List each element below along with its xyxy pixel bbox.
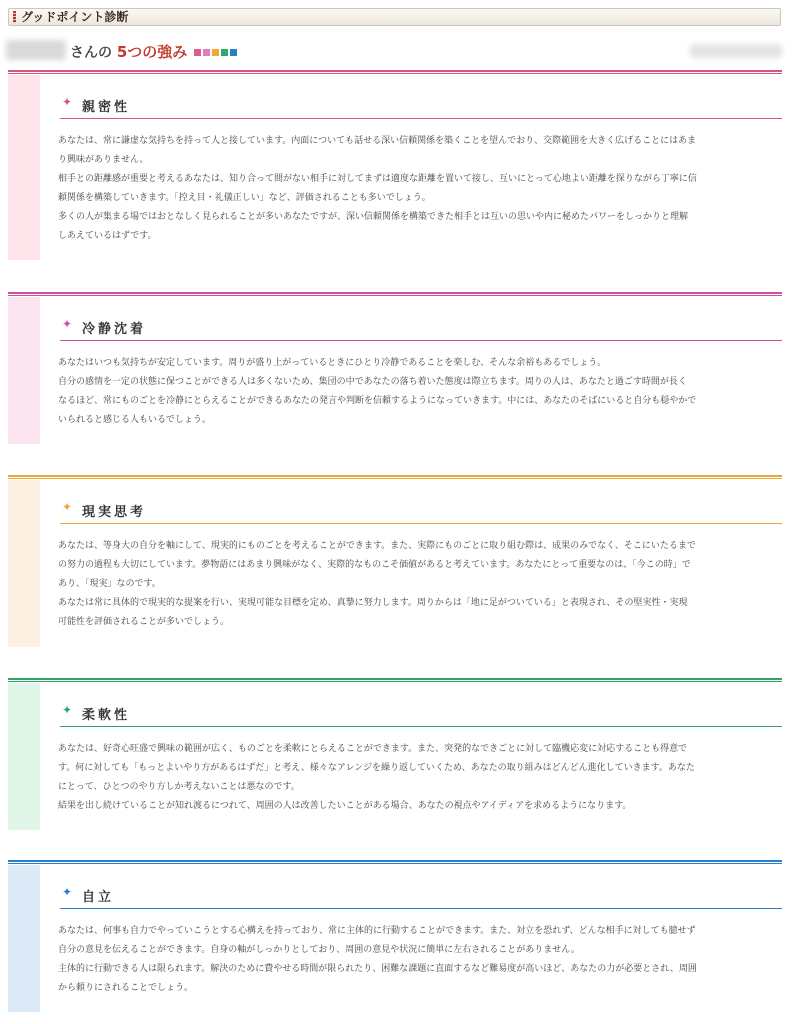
info-redacted — [690, 44, 782, 58]
section-color-strip — [8, 480, 40, 647]
color-square-5 — [230, 49, 237, 56]
section-heading — [60, 317, 782, 341]
section-divider — [8, 860, 782, 864]
section-paragraph-line: あなたは常に具体的で現実的な提案を行い、実現可能な目標を定め、真摯に努力します。周りからは「地に足がついている」と表現され、その堅実性・実現 — [58, 598, 688, 608]
section-heading — [60, 500, 782, 524]
section-heading — [60, 703, 782, 727]
section-paragraph-line: あなたはいつも気持ちが安定しています。周りが盛り上がっているときにひとり冷静であることを楽しむ、そんな余裕もあるでしょう。 — [58, 358, 607, 368]
user-name-redacted — [6, 40, 66, 60]
section-paragraph-line: なるほど、常にものごとを冷静にとらえることができるあなたの発言や判断を信頼するようになっていきます。中には、あなたのそばにいると自分も穏やかで — [58, 396, 697, 406]
strength-section — [8, 475, 782, 647]
section-paragraph-line: 多くの人が集まる場ではおとなしく見られることが多いあなたですが、深い信頼関係を構築できた相手とは互いの思いや内に秘めたパワーをしっかりと理解 — [58, 212, 689, 222]
section-paragraph-line: あなたは、好奇心旺盛で興味の範囲が広く、ものごとを柔軟にとらえることができます。また、突発的なできごとに対して臨機応変に対応することも得意で — [58, 744, 688, 754]
section-paragraph-line: いられると感じる人もいるでしょう。 — [58, 415, 211, 425]
section-divider — [8, 678, 782, 682]
section-paragraph-line: 結果を出し続けていることが知れ渡るにつれて、周囲の人は改善したいことがある場合、あなたの視点やアイディアを求めるようになります。 — [58, 801, 632, 811]
section-divider — [8, 70, 782, 74]
section-paragraph-line: 頼関係を構築していきます。「控え目・礼儀正しい」など、評価されることも多いでしょう。 — [58, 193, 431, 203]
section-body — [58, 537, 758, 632]
section-paragraph-line: あなたは、等身大の自分を軸にして、現実的にものごとを考えることができます。また、実際にものごとに取り組む際は、成果のみでなく、そこにいたるまで — [58, 541, 696, 551]
section-title: 現実思考 — [82, 505, 147, 520]
section-divider — [8, 475, 782, 479]
sparkle-icon: ✦ — [62, 885, 73, 899]
section-heading — [60, 885, 782, 909]
section-body — [58, 922, 758, 998]
section-color-strip — [8, 865, 40, 1012]
title-accent: 5つの強み — [116, 43, 188, 61]
color-square-4 — [221, 49, 228, 56]
sparkle-icon: ✦ — [62, 703, 73, 717]
title-suffix: さんの — [70, 45, 112, 61]
section-body — [58, 354, 758, 430]
color-square-3 — [212, 49, 219, 56]
header-mark-icon — [13, 11, 16, 23]
section-paragraph-line: あなたは、常に謙虚な気持ちを持って人と接しています。内面についても話せる深い信頼関係を築くことを望んでおり、交際範囲を大きく広げることにはあま — [58, 136, 697, 146]
section-body — [58, 132, 758, 246]
section-color-strip — [8, 75, 40, 260]
sparkle-icon: ✦ — [62, 95, 73, 109]
strength-section — [8, 860, 782, 1012]
section-color-strip — [8, 683, 40, 830]
section-paragraph-line: り興味がありません。 — [58, 155, 149, 165]
strength-section — [8, 678, 782, 830]
header-bar — [8, 8, 781, 26]
section-heading — [60, 95, 782, 119]
section-color-strip — [8, 297, 40, 444]
color-square-2 — [203, 49, 210, 56]
sparkle-icon: ✦ — [62, 317, 73, 331]
section-paragraph-line: あり、「現実」なのです。 — [58, 579, 161, 589]
section-paragraph-line: 主体的に行動できる人は限られます。解決のために費やせる時間が限られたり、困難な課題に直面するなど難易度が高いほど、あなたの力が必要とされ、周囲 — [58, 964, 697, 974]
section-title: 親密性 — [82, 100, 131, 115]
section-paragraph-line: の努力の過程も大切にしています。夢物語にはあまり興味がなく、実際的なものこそ価値があると考えています。あなたにとって重要なのは、「今この時」で — [58, 560, 691, 570]
section-paragraph-line: にとって、ひとつのやり方しか考えないことは悪なのです。 — [58, 782, 300, 792]
section-title: 冷静沈着 — [82, 322, 147, 337]
section-title: 柔軟性 — [82, 708, 131, 723]
color-squares-icon — [192, 45, 237, 61]
page-title: グッドポイント診断 — [21, 10, 129, 24]
section-paragraph-line: 自分の感情を一定の状態に保つことができる人は多くないため、集団の中であなたの落ち着いた態度は際立ちます。周りの人は、あなたと過ごす時間が長く — [58, 377, 687, 387]
section-divider — [8, 292, 782, 296]
section-paragraph-line: 相手との距離感が重要と考えるあなたは、知り合って間がない相手に対してまずは適度な距離を置いて接し、互いにとって心地よい距離を探りながら丁寧に信 — [58, 174, 697, 184]
color-square-1 — [194, 49, 201, 56]
section-paragraph-line: 自分の意見を伝えることができます。自身の軸がしっかりとしており、周囲の意見や状況に簡単に左右されることがありません。 — [58, 945, 580, 955]
section-paragraph-line: しあえているはずです。 — [58, 231, 157, 241]
section-paragraph-line: 可能性を評価されることが多いでしょう。 — [58, 617, 230, 627]
strength-section — [8, 70, 782, 260]
section-paragraph-line: から頼りにされることでしょう。 — [58, 983, 194, 993]
strengths-title — [70, 43, 237, 62]
sparkle-icon: ✦ — [62, 500, 73, 514]
strength-section — [8, 292, 782, 444]
section-paragraph-line: す。何に対しても「もっとよいやり方があるはずだ」と考え、様々なアレンジを繰り返していくため、あなたの取り組みはどんどん進化していきます。あなた — [58, 763, 695, 773]
section-body — [58, 740, 758, 816]
section-paragraph-line: あなたは、何事も自力でやっていこうとする心構えを持っており、常に主体的に行動することができます。また、対立を恐れず、どんな相手に対しても臆せず — [58, 926, 696, 936]
section-title: 自立 — [82, 890, 115, 905]
